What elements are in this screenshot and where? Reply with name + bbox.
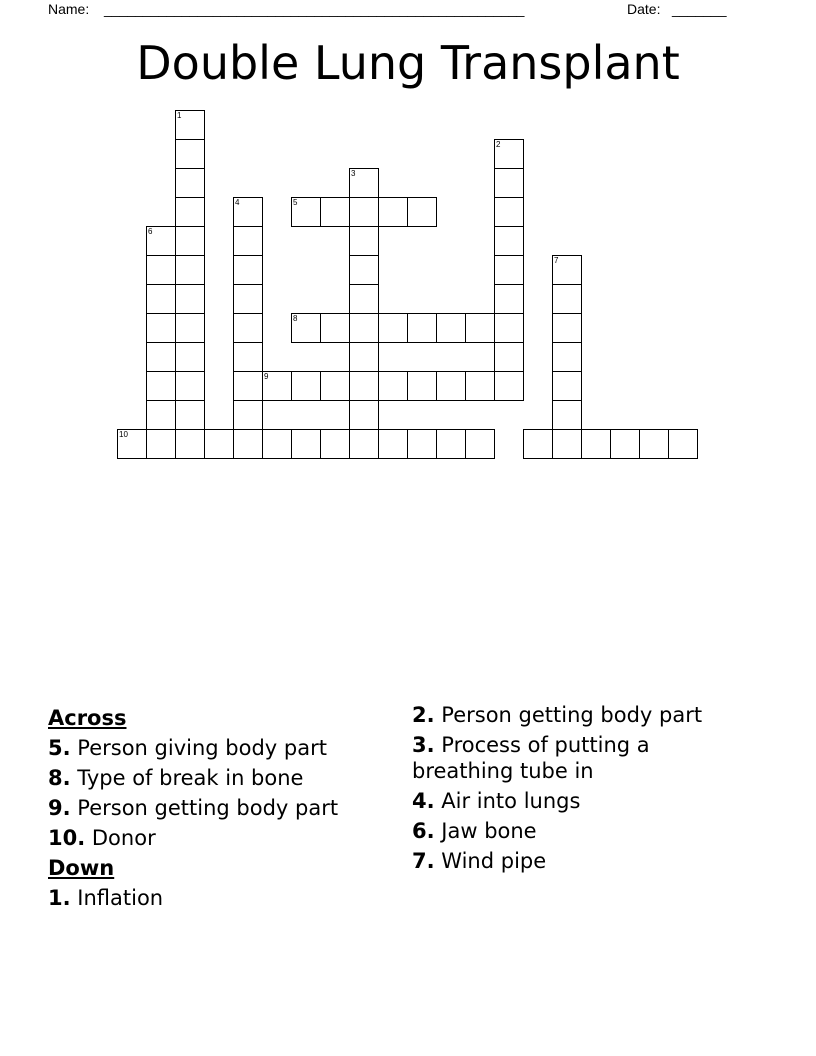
grid-cell[interactable]: [436, 371, 466, 401]
grid-cell[interactable]: [349, 342, 379, 372]
grid-cell[interactable]: [494, 284, 524, 314]
grid-cell[interactable]: [146, 429, 176, 459]
grid-cell[interactable]: [320, 197, 350, 227]
grid-cell[interactable]: [349, 313, 379, 343]
grid-cell[interactable]: [465, 313, 495, 343]
clue-number: 4.: [412, 789, 435, 813]
grid-cell[interactable]: [436, 429, 466, 459]
grid-cell[interactable]: [175, 139, 205, 169]
grid-cell[interactable]: [494, 197, 524, 227]
grid-cell[interactable]: [233, 284, 263, 314]
clue-number: 2.: [412, 703, 435, 727]
grid-cell[interactable]: [378, 197, 408, 227]
grid-cell[interactable]: [378, 313, 408, 343]
grid-cell[interactable]: [291, 313, 321, 343]
cell-number: 9: [264, 372, 269, 381]
grid-cell[interactable]: [175, 197, 205, 227]
clue-number: 6.: [412, 819, 435, 843]
down-heading: Down: [48, 856, 115, 880]
clue-across-5: [48, 735, 378, 761]
grid-cell[interactable]: [204, 429, 234, 459]
grid-cell[interactable]: [581, 429, 611, 459]
grid-cell[interactable]: [146, 342, 176, 372]
cell-number: 7: [554, 256, 559, 265]
clues-column-left: [48, 702, 378, 915]
name-blank-line[interactable]: ______________________________________________________: [104, 1, 525, 17]
grid-cell[interactable]: [378, 371, 408, 401]
grid-cell[interactable]: [233, 400, 263, 430]
grid-cell[interactable]: [494, 168, 524, 198]
grid-cell[interactable]: [407, 429, 437, 459]
grid-cell[interactable]: [494, 226, 524, 256]
clues-column-right: [412, 702, 712, 878]
grid-cell[interactable]: [407, 313, 437, 343]
clue-text: Donor: [91, 826, 156, 850]
clue-text: Air into lungs: [441, 789, 581, 813]
grid-cell[interactable]: [320, 313, 350, 343]
grid-cell[interactable]: [175, 284, 205, 314]
grid-cell[interactable]: [291, 197, 321, 227]
clue-across-8: [48, 765, 378, 791]
clue-text: Jaw bone: [441, 819, 537, 843]
date-blank-line[interactable]: _______: [672, 1, 727, 17]
grid-cell[interactable]: [291, 371, 321, 401]
cell-number: 3: [351, 169, 356, 178]
cell-number: 1: [177, 111, 182, 120]
grid-cell[interactable]: [465, 429, 495, 459]
grid-cell[interactable]: [552, 371, 582, 401]
clue-down-3: [412, 732, 712, 784]
grid-cell[interactable]: [349, 255, 379, 285]
grid-cell[interactable]: [175, 110, 205, 140]
grid-cell[interactable]: [233, 313, 263, 343]
grid-cell[interactable]: [349, 168, 379, 198]
grid-cell[interactable]: [349, 400, 379, 430]
grid-cell[interactable]: [233, 342, 263, 372]
cell-number: 8: [293, 314, 298, 323]
grid-cell[interactable]: [349, 197, 379, 227]
grid-cell[interactable]: [552, 284, 582, 314]
cell-number: 5: [293, 198, 298, 207]
grid-cell[interactable]: [378, 429, 408, 459]
clue-down-2: [412, 702, 712, 728]
grid-cell[interactable]: [349, 226, 379, 256]
cell-number: 6: [148, 227, 153, 236]
clue-text: Person getting body part: [441, 703, 703, 727]
clue-number: 10.: [48, 826, 86, 850]
grid-cell[interactable]: [146, 226, 176, 256]
grid-cell[interactable]: [146, 371, 176, 401]
grid-cell[interactable]: [407, 197, 437, 227]
grid-cell[interactable]: [552, 255, 582, 285]
cell-number: 10: [119, 430, 128, 439]
cell-number: 2: [496, 140, 501, 149]
clue-number: 1.: [48, 886, 71, 910]
grid-cell[interactable]: [523, 429, 553, 459]
clue-number: 3.: [412, 733, 435, 757]
clue-text: Type of break in bone: [77, 766, 304, 790]
clue-number: 5.: [48, 736, 71, 760]
grid-cell[interactable]: [175, 255, 205, 285]
grid-cell[interactable]: [117, 429, 147, 459]
grid-cell[interactable]: [233, 429, 263, 459]
grid-cell[interactable]: [262, 429, 292, 459]
crossword-grid: [0, 0, 816, 470]
grid-cell[interactable]: [291, 429, 321, 459]
grid-cell[interactable]: [320, 371, 350, 401]
cell-number: 4: [235, 198, 240, 207]
clue-number: 8.: [48, 766, 71, 790]
grid-cell[interactable]: [175, 429, 205, 459]
grid-cell[interactable]: [668, 429, 698, 459]
grid-cell[interactable]: [407, 371, 437, 401]
clue-across-10: [48, 825, 378, 851]
grid-cell[interactable]: [465, 371, 495, 401]
grid-cell[interactable]: [146, 400, 176, 430]
grid-cell[interactable]: [552, 400, 582, 430]
grid-cell[interactable]: [175, 342, 205, 372]
grid-cell[interactable]: [552, 429, 582, 459]
grid-cell[interactable]: [175, 313, 205, 343]
clue-across-9: [48, 795, 378, 821]
grid-cell[interactable]: [610, 429, 640, 459]
clue-text: Wind pipe: [441, 849, 547, 873]
grid-cell[interactable]: [552, 342, 582, 372]
clue-down-6: [412, 818, 712, 844]
grid-cell[interactable]: [233, 255, 263, 285]
clue-text: Person giving body part: [77, 736, 327, 760]
clue-number: 9.: [48, 796, 71, 820]
grid-cell[interactable]: [146, 284, 176, 314]
grid-cell[interactable]: [175, 400, 205, 430]
clue-text: Inflation: [77, 886, 164, 910]
grid-cell[interactable]: [146, 255, 176, 285]
clue-text: Person getting body part: [77, 796, 339, 820]
grid-cell[interactable]: [494, 313, 524, 343]
grid-cell[interactable]: [639, 429, 669, 459]
grid-cell[interactable]: [320, 429, 350, 459]
clue-down-7: [412, 848, 712, 874]
clue-down-4: [412, 788, 712, 814]
grid-cell[interactable]: [175, 371, 205, 401]
grid-cell[interactable]: [262, 371, 292, 401]
grid-cell[interactable]: [349, 284, 379, 314]
grid-cell[interactable]: [233, 371, 263, 401]
grid-cell[interactable]: [494, 371, 524, 401]
puzzle-title: Double Lung Transplant: [136, 36, 680, 90]
name-label: Name:: [48, 1, 90, 17]
grid-cell[interactable]: [494, 255, 524, 285]
grid-cell[interactable]: [233, 226, 263, 256]
grid-cell[interactable]: [233, 197, 263, 227]
grid-cell[interactable]: [494, 139, 524, 169]
date-label: Date:: [627, 1, 661, 17]
across-heading: Across: [48, 706, 127, 730]
grid-cell[interactable]: [436, 313, 466, 343]
grid-cell[interactable]: [494, 342, 524, 372]
clue-number: 7.: [412, 849, 435, 873]
clue-down-1: [48, 885, 378, 911]
grid-cell[interactable]: [175, 226, 205, 256]
grid-cell[interactable]: [146, 313, 176, 343]
grid-cell[interactable]: [175, 168, 205, 198]
grid-cell[interactable]: [552, 313, 582, 343]
grid-cell[interactable]: [349, 371, 379, 401]
clue-text: Process of putting a breathing tube in: [412, 733, 650, 783]
grid-cell[interactable]: [349, 429, 379, 459]
